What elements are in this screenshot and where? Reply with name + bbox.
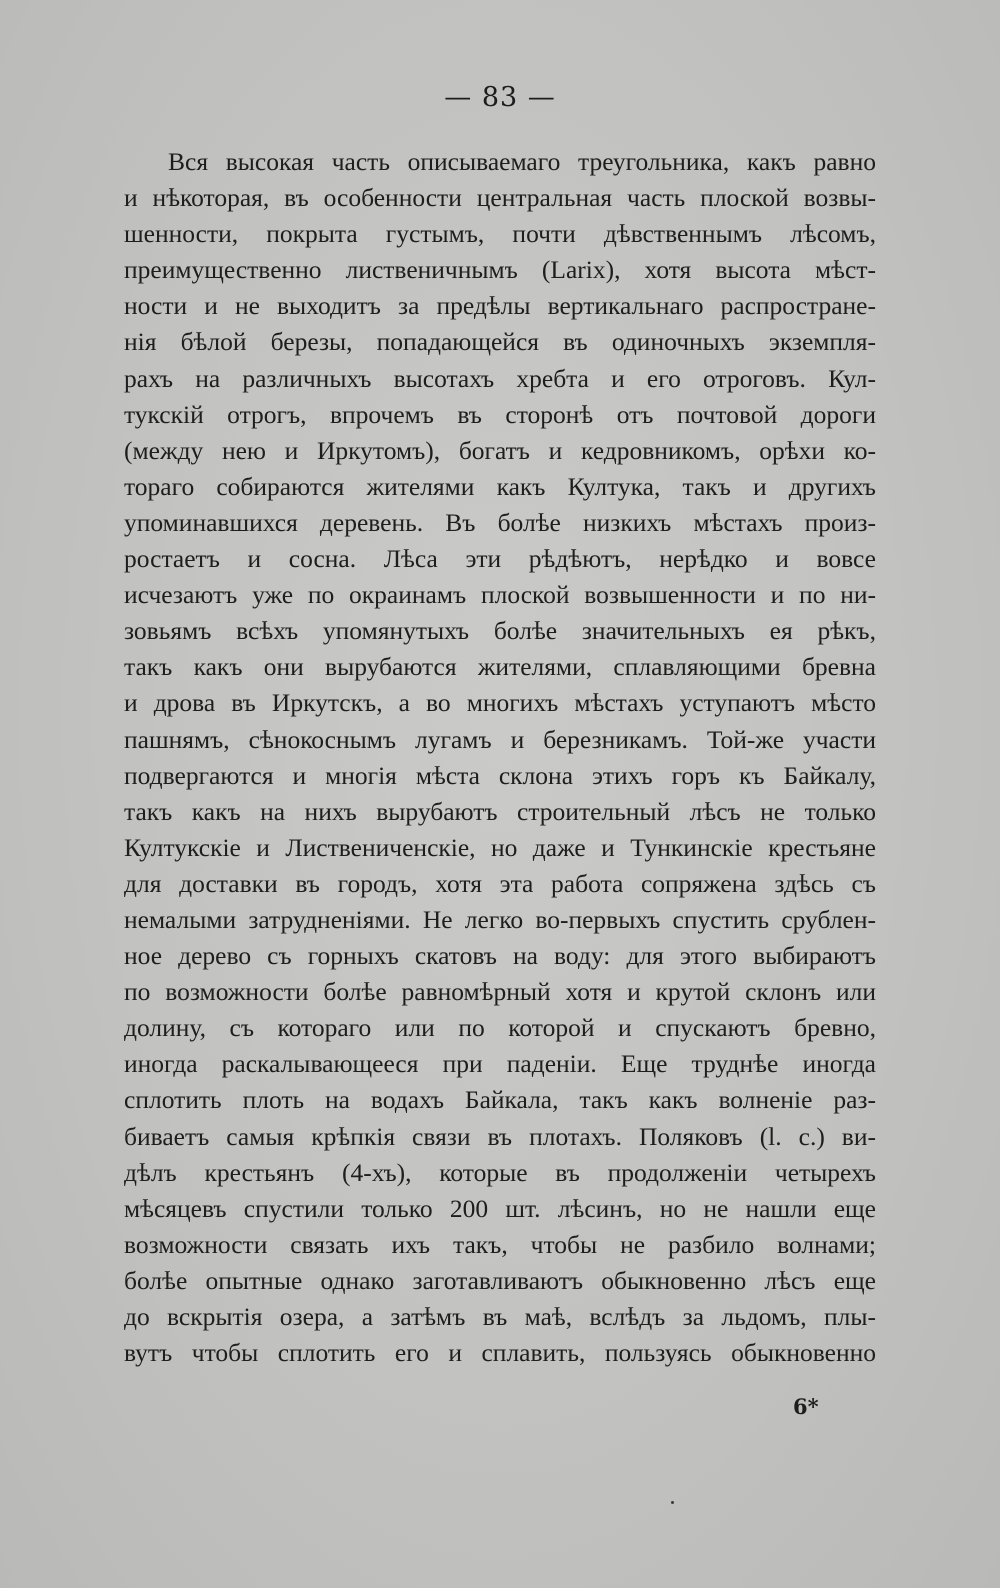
text-line: биваетъ самыя крѣпкія связи въ плотахъ. Поляковъ (l. с.) ви- [124,1121,876,1151]
text-line: упоминавшихся деревень. Въ болѣе низкихъ мѣстахъ произ- [124,507,876,537]
text-line: для доставки въ городъ, хотя эта работа сопряжена здѣсь съ [124,868,876,898]
text-line: (между нею и Иркутомъ), богатъ и кедровникомъ, орѣхи ко- [124,435,876,465]
text-line: ростаетъ и сосна. Лѣса эти рѣдѣютъ, нерѣдко и вовсе [124,544,876,574]
paper-speck [671,1501,674,1504]
signature-mark: 6* [793,1394,819,1419]
text-line: шенности, покрыта густымъ, почти дѣвственнымъ лѣсомъ, [124,219,876,249]
text-line: тораго собираются жителями какъ Култука, такъ и другихъ [124,471,876,501]
text-line: вутъ чтобы сплотить его и сплавить, пользуясь обыкновенно [124,1338,876,1368]
text-line: исчезаютъ уже по окраинамъ плоской возвышенности и по ни- [124,580,876,610]
body-text [124,144,876,1371]
text-line: до вскрытія озера, а затѣмъ въ маѣ, вслѣдъ за льдомъ, плы- [124,1302,876,1331]
text-line: и дрова въ Иркутскъ, а во многихъ мѣстахъ уступаютъ мѣсто [124,688,876,718]
text-line: преимущественно лиственичнымъ (Larix), хотя высота мѣст- [124,255,876,285]
text-line: подвергаются и многія мѣста склона этихъ горъ къ Байкалу, [124,760,876,790]
text-line: Култукскіе и Лиственичeнскіе, но даже и Тункинскіе крестьяне [124,832,876,862]
text-line: по возможности болѣе равномѣрный хотя и крутой склонъ или [124,977,876,1007]
text-line: возможности связать ихъ такъ, чтобы не разбило волнами; [124,1229,876,1259]
text-line: зовьямъ всѣхъ упомянутыхъ болѣе значительныхъ ея рѣкъ, [124,616,876,646]
text-line: и нѣкоторая, въ особенности центральная часть плоской возвы- [124,183,876,213]
text-line: дѣлъ крестьянъ (4-хъ), которые въ продолженіи четырехъ [124,1157,876,1187]
text-line: ности и не выходитъ за предѣлы вертикальнаго распростране- [124,291,876,321]
text-line: мѣсяцевъ спустили только 200 шт. лѣсинъ, но не нашли еще [124,1193,876,1223]
text-line: такъ какъ они вырубаются жителями, сплавляющими бревна [124,652,876,682]
text-line: нія бѣлой березы, попадающейся въ одиночныхъ экземпля- [124,327,876,357]
text-line: такъ какъ на нихъ вырубаютъ строительный лѣсъ не только [124,796,876,826]
text-line: сплотить плоть на водахъ Байкала, такъ какъ волненіе раз- [124,1085,876,1115]
page-number: — 83 — [444,82,556,113]
text-line: долину, съ котораго или по которой и спускаютъ бревно, [124,1013,876,1043]
text-line: немалыми затрудненіями. Не легко во-первыхъ спустить срублен- [124,904,876,934]
text-line: рахъ на различныхъ высотахъ хребта и его отроговъ. Кул- [124,363,876,393]
text-line: Вся высокая часть описываемаго треугольника, какъ равно [168,147,876,176]
text-line: пашнямъ, сѣнокоснымъ лугамъ и березникамъ. Той-же участи [124,724,876,754]
text-line: тукскій отрогъ, впрочемъ въ сторонѣ отъ почтовой дороги [124,399,876,429]
text-line: болѣе опытные однако заготавливаютъ обыкновенно лѣсъ еще [124,1265,876,1295]
text-line: ное дерево съ горныхъ скатовъ на воду: для этого выбираютъ [124,941,876,971]
text-line: иногда раскалывающееся при паденіи. Еще труднѣе иногда [124,1049,876,1079]
